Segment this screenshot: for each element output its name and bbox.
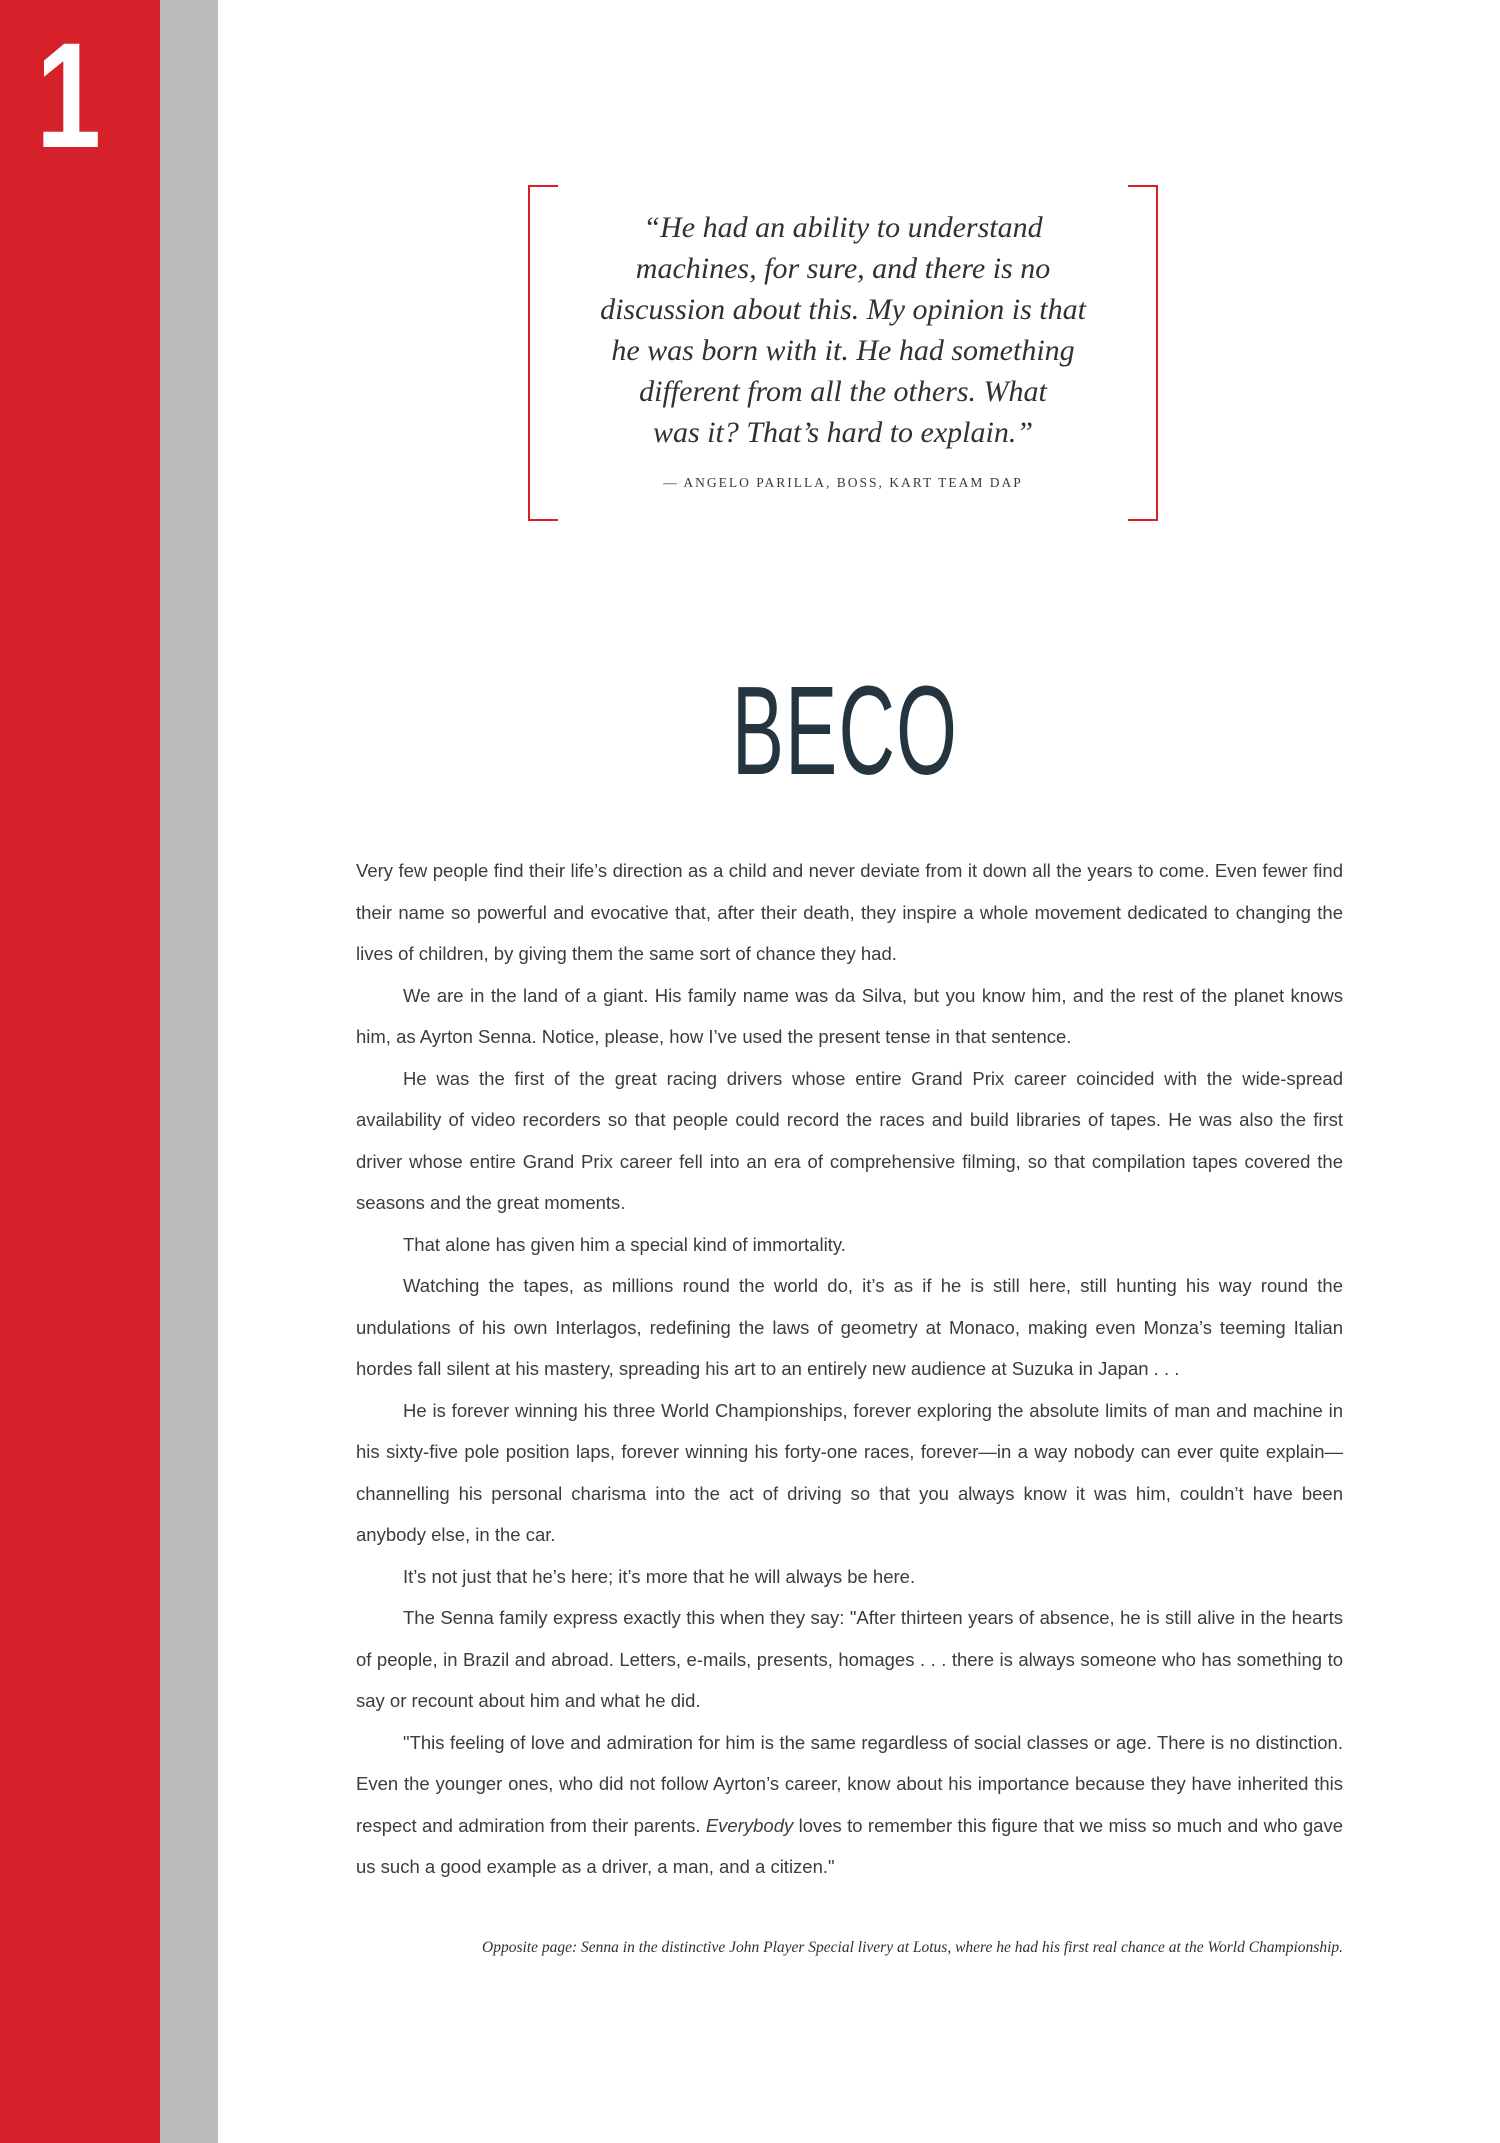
body-paragraph: He was the first of the great racing drivers whose entire Grand Prix career coincided with the wide-spread availability of video recorders so that people could record the races and build libraries of tapes. He was also the first driver whose entire Grand Prix career fell into an era of comprehensive filming, so that compilation tapes covered the seasons and the great moments. [356, 1067, 1343, 1213]
pull-quote-line: “He had an ability to understand [643, 211, 1043, 244]
body-paragraph: Very few people find their life’s direction as a child and never deviate from it down all the years to come. Even fewer find their name so powerful and evocative that, after their death, they inspire a whole movement dedicated to changing the lives of children, by giving them the same sort of chance they had. [356, 860, 1343, 964]
body-text-run: loves to remember this figure that we miss so much and who gave us such a good example as a driver, a man, and a citizen." [356, 1814, 1343, 1877]
pull-quote-line: different from all the others. What [639, 375, 1047, 408]
chapter-title: BECO [731, 660, 959, 801]
quote-attribution: — ANGELO PARILLA, BOSS, KART TEAM DAP [663, 475, 1023, 490]
body-paragraph: He is forever winning his three World Championships, forever exploring the absolute limits of man and machine in his sixty-five pole position laps, forever winning his forty-one races, forever—in a way nobody can ever quite explain—channelling his personal charisma into the act of driving so that you always know it was him, couldn’t have been anybody else, in the car. [356, 1399, 1343, 1545]
red-side-strip [0, 0, 160, 2143]
body-paragraph [356, 1722, 1343, 1888]
body-paragraph: The Senna family express exactly this when they say: "After thirteen years of absence, he is still alive in the hearts of people, in Brazil and abroad. Letters, e-mails, presents, homages . . . there is always someone who has something to say or recount about him and what he did. [356, 1607, 1343, 1711]
quote-bracket-right [1128, 185, 1158, 521]
body-paragraph: Watching the tapes, as millions round the world do, it’s as if he is still here, still hunting his way round the undulations of his own Interlagos, redefining the laws of geometry at Monaco, making even Monza’s teeming Italian hordes fall silent at his mastery, spreading his art to an entirely new audience at Suzuka in Japan . . . [356, 1275, 1343, 1379]
body-text [356, 850, 1343, 1888]
pull-quote-line: machines, for sure, and there is no [635, 252, 1051, 285]
pull-quote-line: discussion about this. My opinion is that [600, 293, 1086, 326]
pull-quote-line: was it? That’s hard to explain.” [652, 416, 1034, 449]
body-paragraph: It’s not just that he’s here; it’s more that he will always be here. [403, 1565, 916, 1587]
quote-bracket-left [528, 185, 558, 521]
chapter-number: 1 [36, 11, 102, 179]
gray-side-strip [160, 0, 218, 2143]
emphasized-word: Everybody [705, 1814, 794, 1836]
photo-caption: Opposite page: Senna in the distinctive John Player Special livery at Lotus, where he had his first real chance at the World Championship. [482, 1939, 1343, 1956]
body-text-run: "This feeling of love and admiration for him is the same regardless of social classes or age. There is no distinction. Even the younger ones, who did not follow Ayrton’s career, know about his importance because they have inherited this respect and admiration from their parents. [356, 1731, 1343, 1836]
pull-quote [560, 207, 1126, 453]
body-paragraph: We are in the land of a giant. His family name was da Silva, but you know him, and the rest of the planet knows him, as Ayrton Senna. Notice, please, how I’ve used the present tense in that sentence. [356, 984, 1343, 1047]
pull-quote-line: he was born with it. He had something [611, 334, 1075, 367]
body-paragraph: That alone has given him a special kind of immortality. [403, 1233, 846, 1255]
